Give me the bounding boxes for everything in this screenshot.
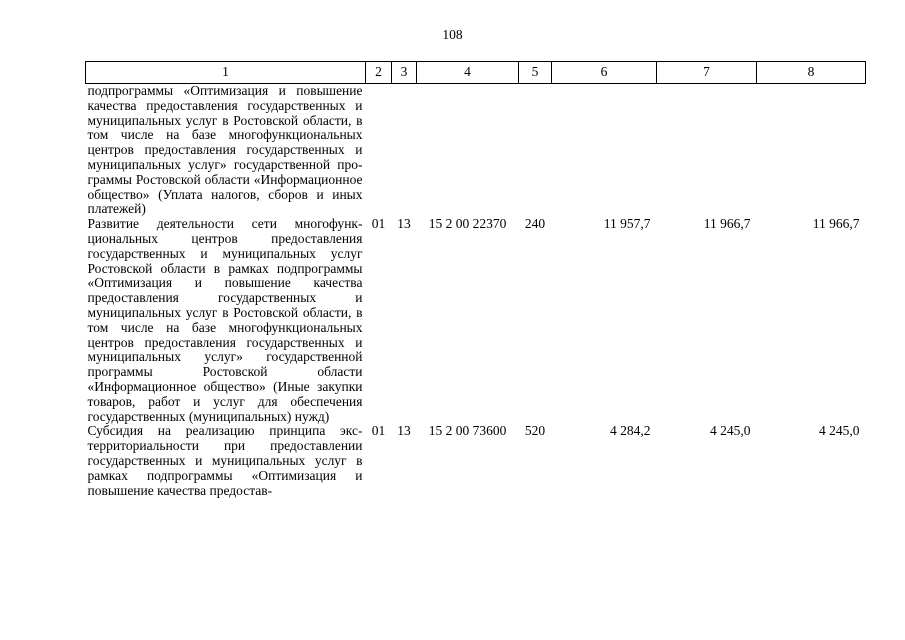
header-col-5: 5 [519, 62, 552, 84]
row-amount-year2: 4 245,0 [710, 423, 751, 439]
row-subsection [392, 84, 417, 218]
row-amount-year1 [552, 84, 657, 218]
row-target-article: 15 2 00 22370 [428, 216, 507, 232]
header-col-7: 7 [657, 62, 757, 84]
row-target-article [417, 84, 519, 218]
row-section [366, 84, 392, 218]
row-amount-year3 [757, 84, 866, 218]
row-amount-year1: 4 284,2 [610, 423, 651, 439]
row-section: 01 [371, 216, 386, 232]
row-subsection: 13 [397, 423, 411, 439]
header-col-6: 6 [552, 62, 657, 84]
header-col-1: 1 [86, 62, 366, 84]
page-number: 108 [442, 27, 463, 42]
table-row [86, 84, 866, 218]
row-amount-year3: 11 966,7 [812, 216, 860, 232]
row-description: подпрограммы «Оптимизация и повышение качества предоставления государственных и муниципальных услуг в Ростовской области, в том числе на базе многофункциональных центров предоставления государственных и муниципальных услуг» государственной программы Ростовской области «Информационное общество» (Уплата налогов, сборов и иных платежей) [87, 83, 363, 217]
header-col-8: 8 [757, 62, 866, 84]
row-expense-type: 520 [524, 423, 546, 439]
row-description: Развитие деятельности сети многофункциональных центров предоставления государственных и муниципальных услуг Ростовской области в рамках подпрограммы «Оптимизация и повышение качества предоставления государственных и муниципальных услуг в Ростовской области, в том числе на базе многофункциональных центров предоставления государственных и муниципальных услуг» государственной программы Ростовской области «Информационное общество» (Иные закупки товаров, работ и услуг для обеспечения государственных (муниципальных) нужд) [87, 216, 363, 424]
header-col-4: 4 [417, 62, 519, 84]
row-subsection: 13 [397, 216, 411, 232]
row-expense-type: 240 [524, 216, 546, 232]
row-amount-year2: 11 966,7 [703, 216, 751, 232]
row-amount-year2 [657, 84, 757, 218]
table-row [86, 424, 866, 498]
row-target-article: 15 2 00 73600 [428, 423, 507, 439]
row-section: 01 [371, 423, 386, 439]
header-col-2: 2 [366, 62, 392, 84]
row-amount-year1: 11 957,7 [603, 216, 651, 232]
budget-table [85, 61, 866, 498]
header-col-3: 3 [392, 62, 417, 84]
header-row [86, 62, 866, 84]
table-row [86, 217, 866, 424]
row-description: Субсидия на реализацию принципа экстерриториальности при предоставлении государственных и муниципальных услуг в рамках подпрограммы «Оптимизация и повышение качества предостав- [87, 423, 363, 498]
row-amount-year3: 4 245,0 [819, 423, 860, 439]
row-expense-type [519, 84, 552, 218]
